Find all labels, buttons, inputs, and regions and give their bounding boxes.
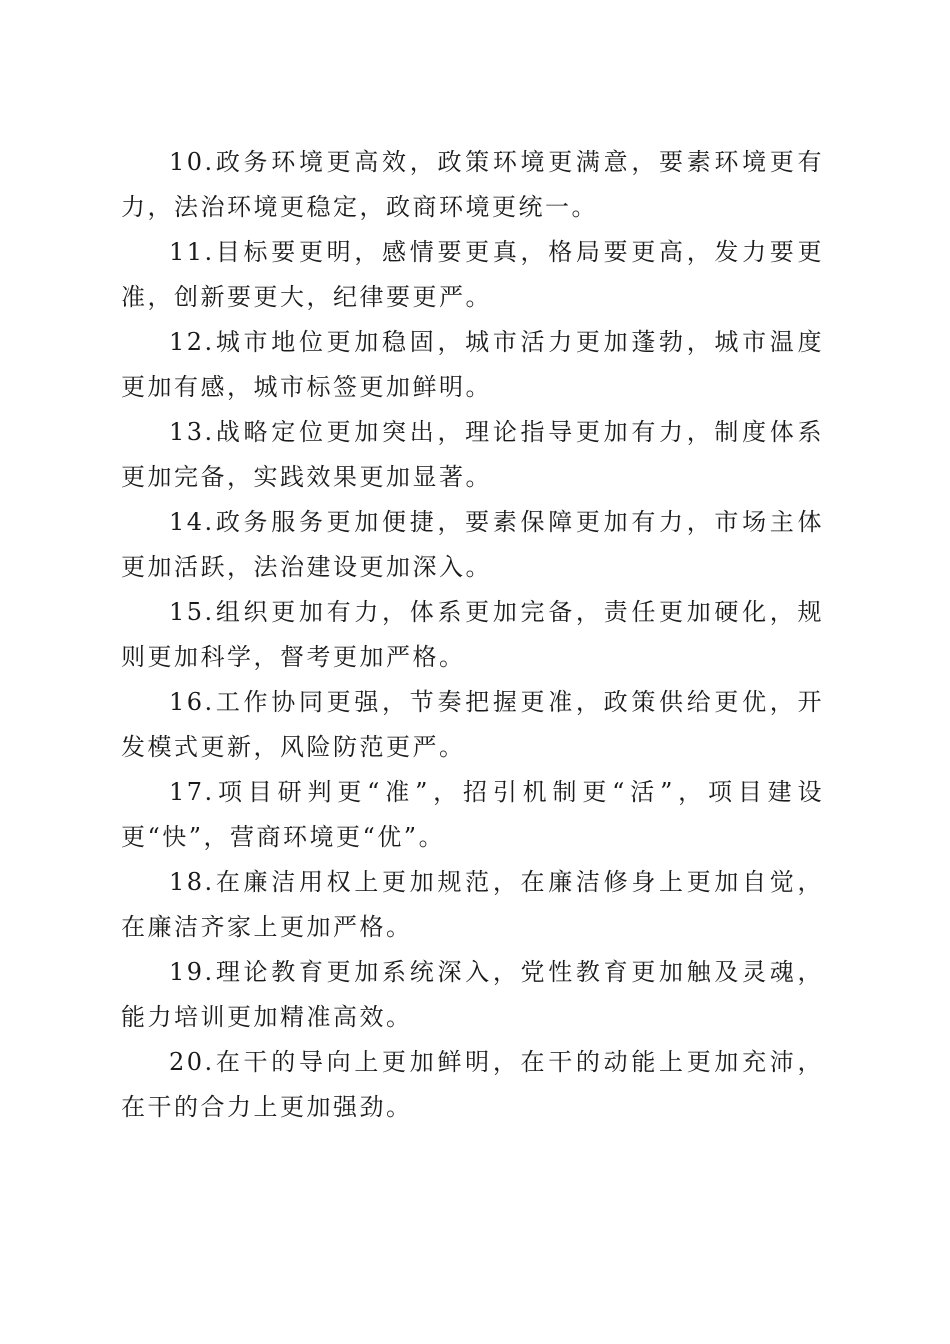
paragraph-item-18: 18.在廉洁用权上更加规范，在廉洁修身上更加自觉，在廉洁齐家上更加严格。 (121, 868, 824, 941)
paragraph-item-17: 17.项目研判更“准”，招引机制更“活”，项目建设更“快”，营商环境更“优”。 (121, 778, 824, 851)
paragraph-item-19: 19.理论教育更加系统深入，党性教育更加触及灵魂，能力培训更加精准高效。 (121, 958, 824, 1031)
paragraph-item-11: 11.目标要更明，感情要更真，格局要更高，发力要更准，创新要更大，纪律要更严。 (121, 238, 824, 311)
document-body (121, 140, 824, 1130)
paragraph-item-20: 20.在干的导向上更加鲜明，在干的动能上更加充沛，在干的合力上更加强劲。 (121, 1048, 824, 1121)
paragraph-item-13: 13.战略定位更加突出，理论指导更加有力，制度体系更加完备，实践效果更加显著。 (121, 418, 824, 491)
paragraph-item-16: 16.工作协同更强，节奏把握更准，政策供给更优，开发模式更新，风险防范更严。 (121, 688, 824, 761)
paragraph-item-10: 10.政务环境更高效，政策环境更满意，要素环境更有力，法治环境更稳定，政商环境更统一。 (121, 148, 824, 221)
paragraph-item-15: 15.组织更加有力，体系更加完备，责任更加硬化，规则更加科学，督考更加严格。 (121, 598, 824, 671)
paragraph-item-14: 14.政务服务更加便捷，要素保障更加有力，市场主体更加活跃，法治建设更加深入。 (121, 508, 824, 581)
paragraph-item-12: 12.城市地位更加稳固，城市活力更加蓬勃，城市温度更加有感，城市标签更加鲜明。 (121, 328, 824, 401)
